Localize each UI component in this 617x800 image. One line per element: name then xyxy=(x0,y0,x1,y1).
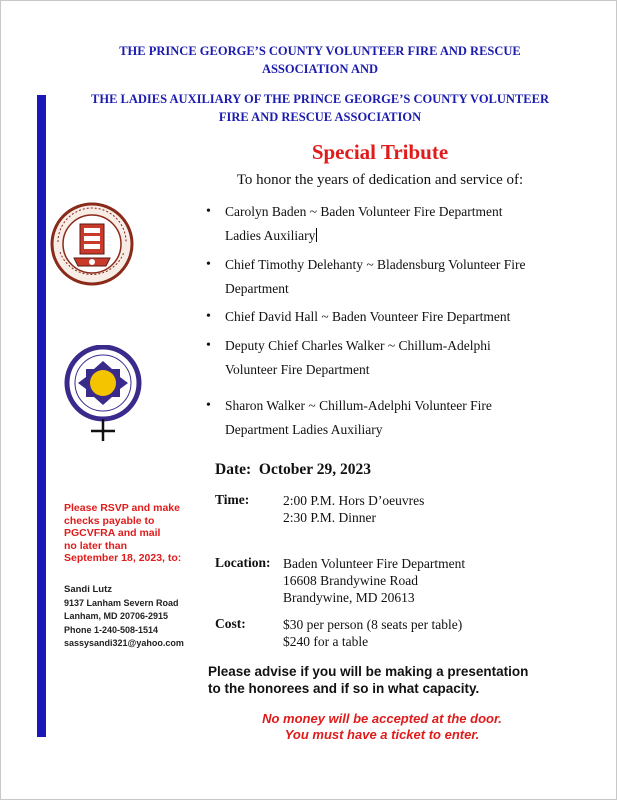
honoree-line: Chief Timothy Delehanty ~ Bladensburg Volunteer Fire xyxy=(225,257,526,272)
cost-line: $30 per person (8 seats per table) xyxy=(283,617,463,632)
ticket-notice xyxy=(222,711,542,743)
honoree-line: Chief David Hall ~ Baden Vounteer Fire Department xyxy=(225,309,511,324)
event-date xyxy=(215,461,371,479)
honoree-line: Volunteer Fire Department xyxy=(225,362,370,377)
rsvp-line: September 18, 2023, to: xyxy=(64,552,182,564)
contact-address-line: Lanham, MD 20706-2915 xyxy=(64,611,169,621)
date-value: October 29, 2023 xyxy=(258,461,371,478)
advise-line: to the honorees and if so in what capacity. xyxy=(208,681,480,696)
ladies-auxiliary-seal-icon xyxy=(62,345,144,445)
rsvp-instructions xyxy=(64,502,204,565)
notice-line: No money will be accepted at the door. xyxy=(262,711,502,726)
honoree-list xyxy=(202,200,572,442)
rsvp-line: PGCVFRA and mail xyxy=(64,527,161,539)
cost-line: $240 for a table xyxy=(283,634,369,649)
left-accent-bar xyxy=(37,95,46,737)
honoree-item xyxy=(202,253,572,301)
contact-address-line: 9137 Lanham Severn Road xyxy=(64,597,179,608)
contact-name: Sandi Lutz xyxy=(64,584,113,595)
contact-email[interactable]: sassysandi321@yahoo.com xyxy=(64,638,184,648)
honoree-line: Sharon Walker ~ Chillum-Adelphi Volunteer Fire xyxy=(225,398,492,413)
time-line: 2:30 P.M. Dinner xyxy=(283,510,377,525)
header-block-association xyxy=(60,42,580,78)
honoree-item xyxy=(202,200,572,248)
header-line-3: THE LADIES AUXILIARY OF THE PRINCE GEORGE’S COUNTY VOLUNTEER xyxy=(91,92,549,106)
header-line-1: THE PRINCE GEORGE’S COUNTY VOLUNTEER FIRE AND RESCUE xyxy=(119,44,521,58)
honoree-line: Department xyxy=(225,281,289,296)
rsvp-line: Please RSVP and make xyxy=(64,502,180,514)
header-line-4: FIRE AND RESCUE ASSOCIATION xyxy=(218,110,422,124)
honoree-item xyxy=(202,305,572,329)
rsvp-line: no later than xyxy=(64,539,128,552)
time-line: 2:00 P.M. Hors D’oeuvres xyxy=(283,493,425,508)
honoree-item xyxy=(202,334,572,382)
tribute-subtitle: To honor the years of dedication and service of: xyxy=(236,172,524,188)
time-value xyxy=(283,492,424,526)
fire-association-seal-icon xyxy=(50,202,134,286)
text-cursor xyxy=(316,228,317,242)
rsvp-contact xyxy=(64,583,214,651)
honoree-line: Department Ladies Auxiliary xyxy=(225,422,383,437)
honoree-line: Ladies Auxiliary xyxy=(225,228,316,243)
location-line: Brandywine, MD 20613 xyxy=(283,590,415,605)
advise-line: Please advise if you will be making a presentation xyxy=(208,664,529,679)
location-label: Location: xyxy=(215,555,271,570)
contact-phone: Phone 1-240-508-1514 xyxy=(64,624,159,635)
honoree-line: Carolyn Baden ~ Baden Volunteer Fire Department xyxy=(225,204,503,219)
honoree-line: Deputy Chief Charles Walker ~ Chillum-Adelphi xyxy=(225,338,491,353)
location-line: Baden Volunteer Fire Department xyxy=(283,556,466,571)
header-block-auxiliary xyxy=(60,90,580,126)
cost-label: Cost: xyxy=(215,616,246,631)
cost-value xyxy=(283,616,462,650)
tribute-title: Special Tribute xyxy=(311,140,449,164)
honoree-item xyxy=(202,394,572,442)
presentation-notice xyxy=(208,663,578,697)
notice-line: You must have a ticket to enter. xyxy=(284,727,480,742)
rsvp-line: checks payable to xyxy=(64,514,155,527)
location-line: 16608 Brandywine Road xyxy=(283,573,418,588)
date-label: Date: xyxy=(215,461,252,478)
header-line-2: ASSOCIATION AND xyxy=(261,62,379,76)
time-label: Time: xyxy=(215,492,250,507)
location-value xyxy=(283,555,465,606)
